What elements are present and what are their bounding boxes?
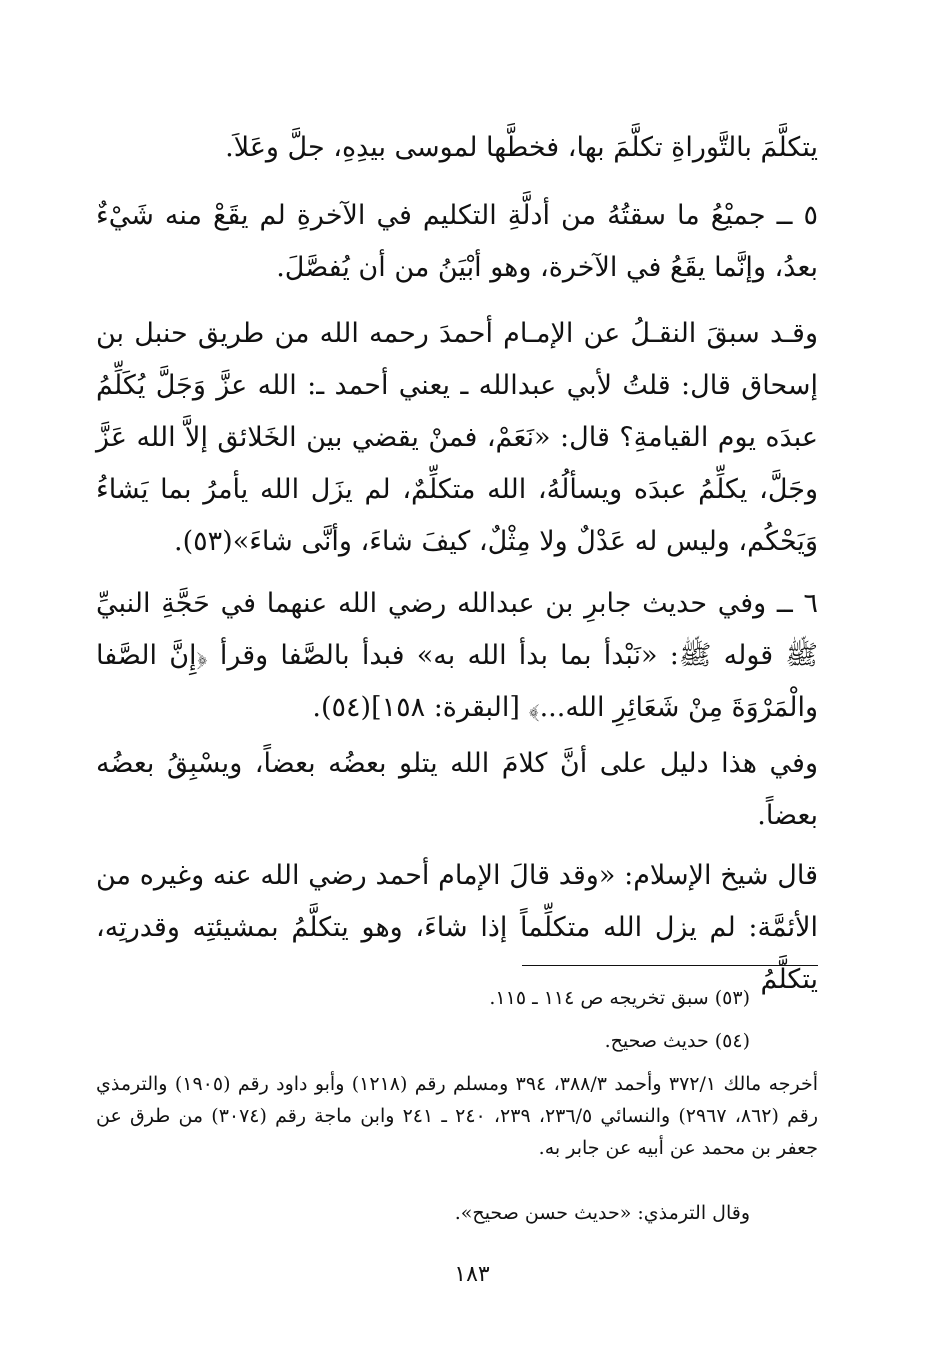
- footnote-divider: [522, 965, 818, 966]
- paragraph-point-6: ٦ ــ وفي حديث جابرِ بن عبدالله رضي الله عنهما في حَجَّةِ النبيِّ ﷺ قوله ﷺ: «نَبْدأ بما بدأ الله به» فبدأ بالصَّفا وقرأ ﴿إِنَّ الصَّفا والْمَرْوَةَ مِنْ شَعَائِرِ الله...﴾ [البقرة: ١٥٨](٥٤).: [96, 588, 818, 723]
- paragraph-continuation: يتكلَّمَ بالتَّوراةِ تكلَّمَ بها، فخطَّها لموسى بيدِهِ، جلَّ وعَلاَ.: [225, 132, 818, 163]
- footnote-54-tirmidhi: وقال الترمذي: «حديث حسن صحيح».: [454, 1202, 750, 1224]
- paragraph-evidence: وفي هذا دليل على أنَّ كلامَ الله يتلو بعضُه بعضاً، ويسْبِقُ بعضُه بعضاً.: [96, 748, 818, 831]
- footnote-54-sources: أخرجه مالك ٣٧٢/١ وأحمد ٣٨٨/٣، ٣٩٤ ومسلم رقم (١٢١٨) وأبو داود رقم (١٩٠٥) والترمذي رقم (٨٦٢، ٢٩٦٧) والنسائي ٢٣٦/٥، ٢٣٩، ٢٤٠ ـ ٢٤١ وابن ماجة رقم (٣٠٧٤) من طرق عن جعفر بن محمد عن أبيه عن جابر به.: [96, 1073, 819, 1159]
- paragraph-ahmad-narration: وقـد سبقَ النقـلُ عن الإمـام أحمدَ رحمه الله من طريق حنبل بن إسحاق قال: قلتُ لأبي عبدالله ـ يعني أحمد ـ: الله عزَّ وَجَلَّ يُكَلِّمُ عبدَه يوم القيامةِ؟ قال: «نَعَمْ، فمنْ يقضي بين الخَلائق إلاَّ الله عَزَّ وجَلَّ، يكلِّمُ عبدَه ويسألُهُ، الله متكلِّمٌ، لم يزَل الله يأمرُ بما يَشاءُ وَيَحْكُم، وليس له عَدْلٌ ولا مِثْلٌ، كيفَ شاءَ، وأنَّى شاءَ»(٥٣).: [96, 318, 818, 557]
- page-number: ١٨٣: [454, 1262, 490, 1287]
- footnote-53: (٥٣) سبق تخريجه ص ١١٤ ـ ١١٥.: [489, 987, 750, 1009]
- footnote-54: (٥٤) حديث صحيح.: [604, 1030, 750, 1052]
- paragraph-shaykh-al-islam: قال شيخ الإسلام: «وقد قالَ الإمام أحمد رضي الله عنه وغيره من الأئمَّة: لم يزل الله متكلِّماً إذا شاءَ، وهو يتكلَّمُ بمشيئتِه وقدرتِه، يتكلَّمُ: [96, 860, 818, 995]
- paragraph-point-5: ٥ ــ جميْعُ ما سقتُهُ من أدلَّةِ التكليم في الآخرةِ لم يقَعْ منه شَيْءٌ بعدُ، وإنَّما يقَعُ في الآخرة، وهو أبْيَنُ من أن يُفصَّلَ.: [96, 200, 818, 283]
